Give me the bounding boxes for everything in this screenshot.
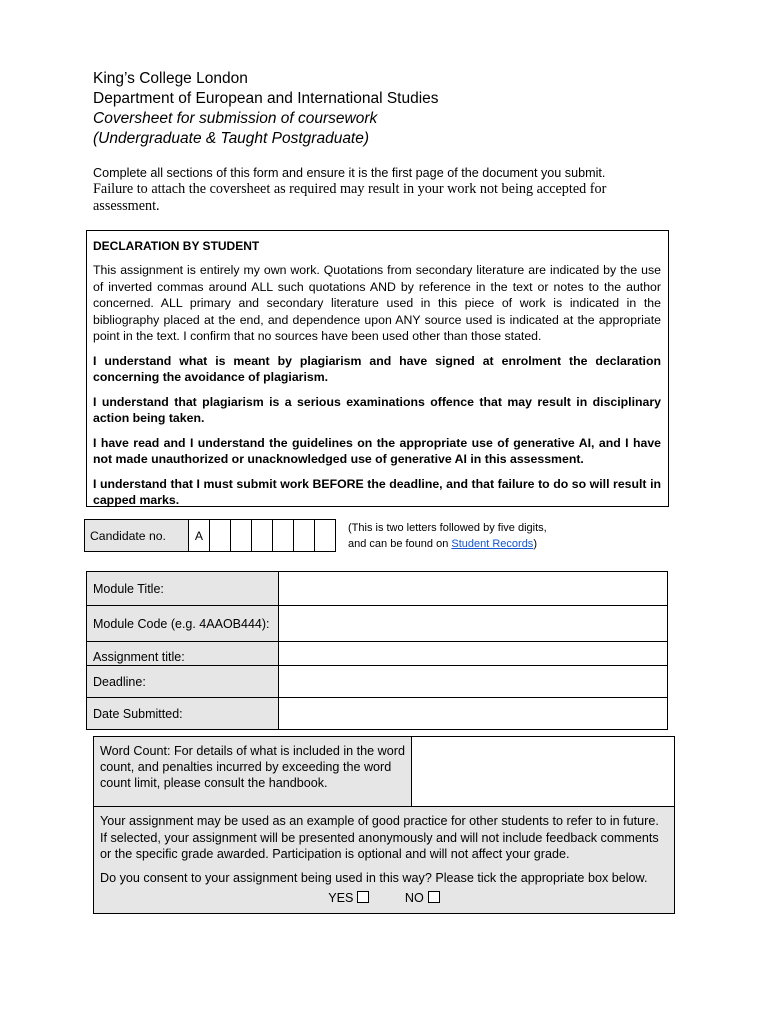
module-details-table <box>86 571 668 730</box>
date-submitted-label: Date Submitted: <box>87 698 279 730</box>
assignment-title-label: Assignment title: <box>87 642 279 666</box>
yes-checkbox[interactable] <box>357 891 369 903</box>
candidate-digit-cell[interactable] <box>252 520 273 552</box>
consent-text: Your assignment may be used as an example of good practice for other students to refer to in future. If selected, your assignment will be presented anonymously and will not include feedback comments or the specific grade awarded. Participation is optional and will not affect your grade. <box>100 814 659 861</box>
candidate-digit-cell[interactable] <box>294 520 315 552</box>
declaration-paragraph: I understand that I must submit work BEFORE the deadline, and that failure to do so will result in capped marks. <box>93 476 661 507</box>
candidate-number-note <box>348 520 547 552</box>
module-title-field[interactable] <box>279 572 668 606</box>
no-label: NO <box>404 891 424 905</box>
deadline-label: Deadline: <box>87 666 279 698</box>
candidate-digit-cell[interactable] <box>273 520 294 552</box>
candidate-note-line-1: (This is two letters followed by five digits, <box>348 522 547 534</box>
table-row <box>94 807 675 914</box>
student-records-link[interactable]: Student Records <box>451 538 534 550</box>
department-name: Department of European and International Studies <box>93 90 439 107</box>
yes-label: YES <box>328 891 354 905</box>
declaration-paragraph: I understand that plagiarism is a serious examinations offence that may result in disciplinary action being taken. <box>93 394 661 425</box>
table-row <box>87 666 668 698</box>
no-checkbox[interactable] <box>428 891 440 903</box>
word-count-consent-table <box>93 736 675 914</box>
candidate-number-table <box>84 519 336 552</box>
header <box>93 69 693 149</box>
module-code-label: Module Code (e.g. 4AAOB444): <box>87 606 279 642</box>
word-count-field[interactable] <box>412 737 675 807</box>
declaration-paragraph: I understand what is meant by plagiarism and have signed at enrolment the declaration concerning the avoidance of plagiarism. <box>93 353 661 384</box>
module-code-field[interactable] <box>279 606 668 642</box>
date-submitted-field[interactable] <box>279 698 668 730</box>
candidate-note-text: ) <box>533 538 537 550</box>
candidate-digit-cell[interactable] <box>315 520 336 552</box>
candidate-number-label: Candidate no. <box>85 520 189 552</box>
module-title-label: Module Title: <box>87 572 279 606</box>
candidate-prefix-cell: A <box>189 520 210 552</box>
intro-line-2: Failure to attach the coversheet as required may result in your work not being accepted for assessment. <box>93 181 607 214</box>
deadline-field[interactable] <box>279 666 668 698</box>
consent-options <box>100 890 668 907</box>
consent-yes-option <box>328 890 369 907</box>
declaration-paragraph: This assignment is entirely my own work. Quotations from secondary literature are indicated by the use of inverted commas around ALL such quotations AND by reference in the text or notes to the author concerned. ALL primary and secondary literature used in this piece of work is indicated in the bibliography placed at the end, and dependence upon ANY source used is indicated at the appropriate point in the text. I confirm that no sources have been used other than those stated. <box>93 263 661 343</box>
declaration-title: DECLARATION BY STUDENT <box>93 239 260 253</box>
table-row <box>87 698 668 730</box>
table-row <box>87 572 668 606</box>
table-row <box>94 737 675 807</box>
word-count-label: Word Count: For details of what is included in the word count, and penalties incurred by exceeding the word count limit, please consult the handbook. <box>94 737 412 807</box>
consent-no-option <box>405 890 440 907</box>
declaration-box <box>86 230 669 507</box>
table-row <box>87 606 668 642</box>
intro-line-1: Complete all sections of this form and ensure it is the first page of the document you submit. <box>93 166 606 180</box>
candidate-digit-cell[interactable] <box>210 520 231 552</box>
declaration-paragraph: I have read and I understand the guidelines on the appropriate use of generative AI, and I have not made unauthorized or unacknowledged use of generative AI in this assessment. <box>93 435 661 466</box>
consent-section <box>94 807 675 914</box>
consent-question: Do you consent to your assignment being used in this way? Please tick the appropriate box below. <box>100 870 648 885</box>
form-title: Coversheet for submission of coursework <box>93 110 378 127</box>
table-row <box>87 642 668 666</box>
intro-instructions <box>93 165 673 215</box>
candidate-note-text: and can be found on <box>348 538 452 550</box>
assignment-title-field[interactable] <box>279 642 668 666</box>
candidate-note-line-2 <box>348 536 547 552</box>
institution-name: King’s College London <box>93 70 248 87</box>
candidate-digit-cell[interactable] <box>231 520 252 552</box>
form-subtitle: (Undergraduate & Taught Postgraduate) <box>93 130 370 147</box>
